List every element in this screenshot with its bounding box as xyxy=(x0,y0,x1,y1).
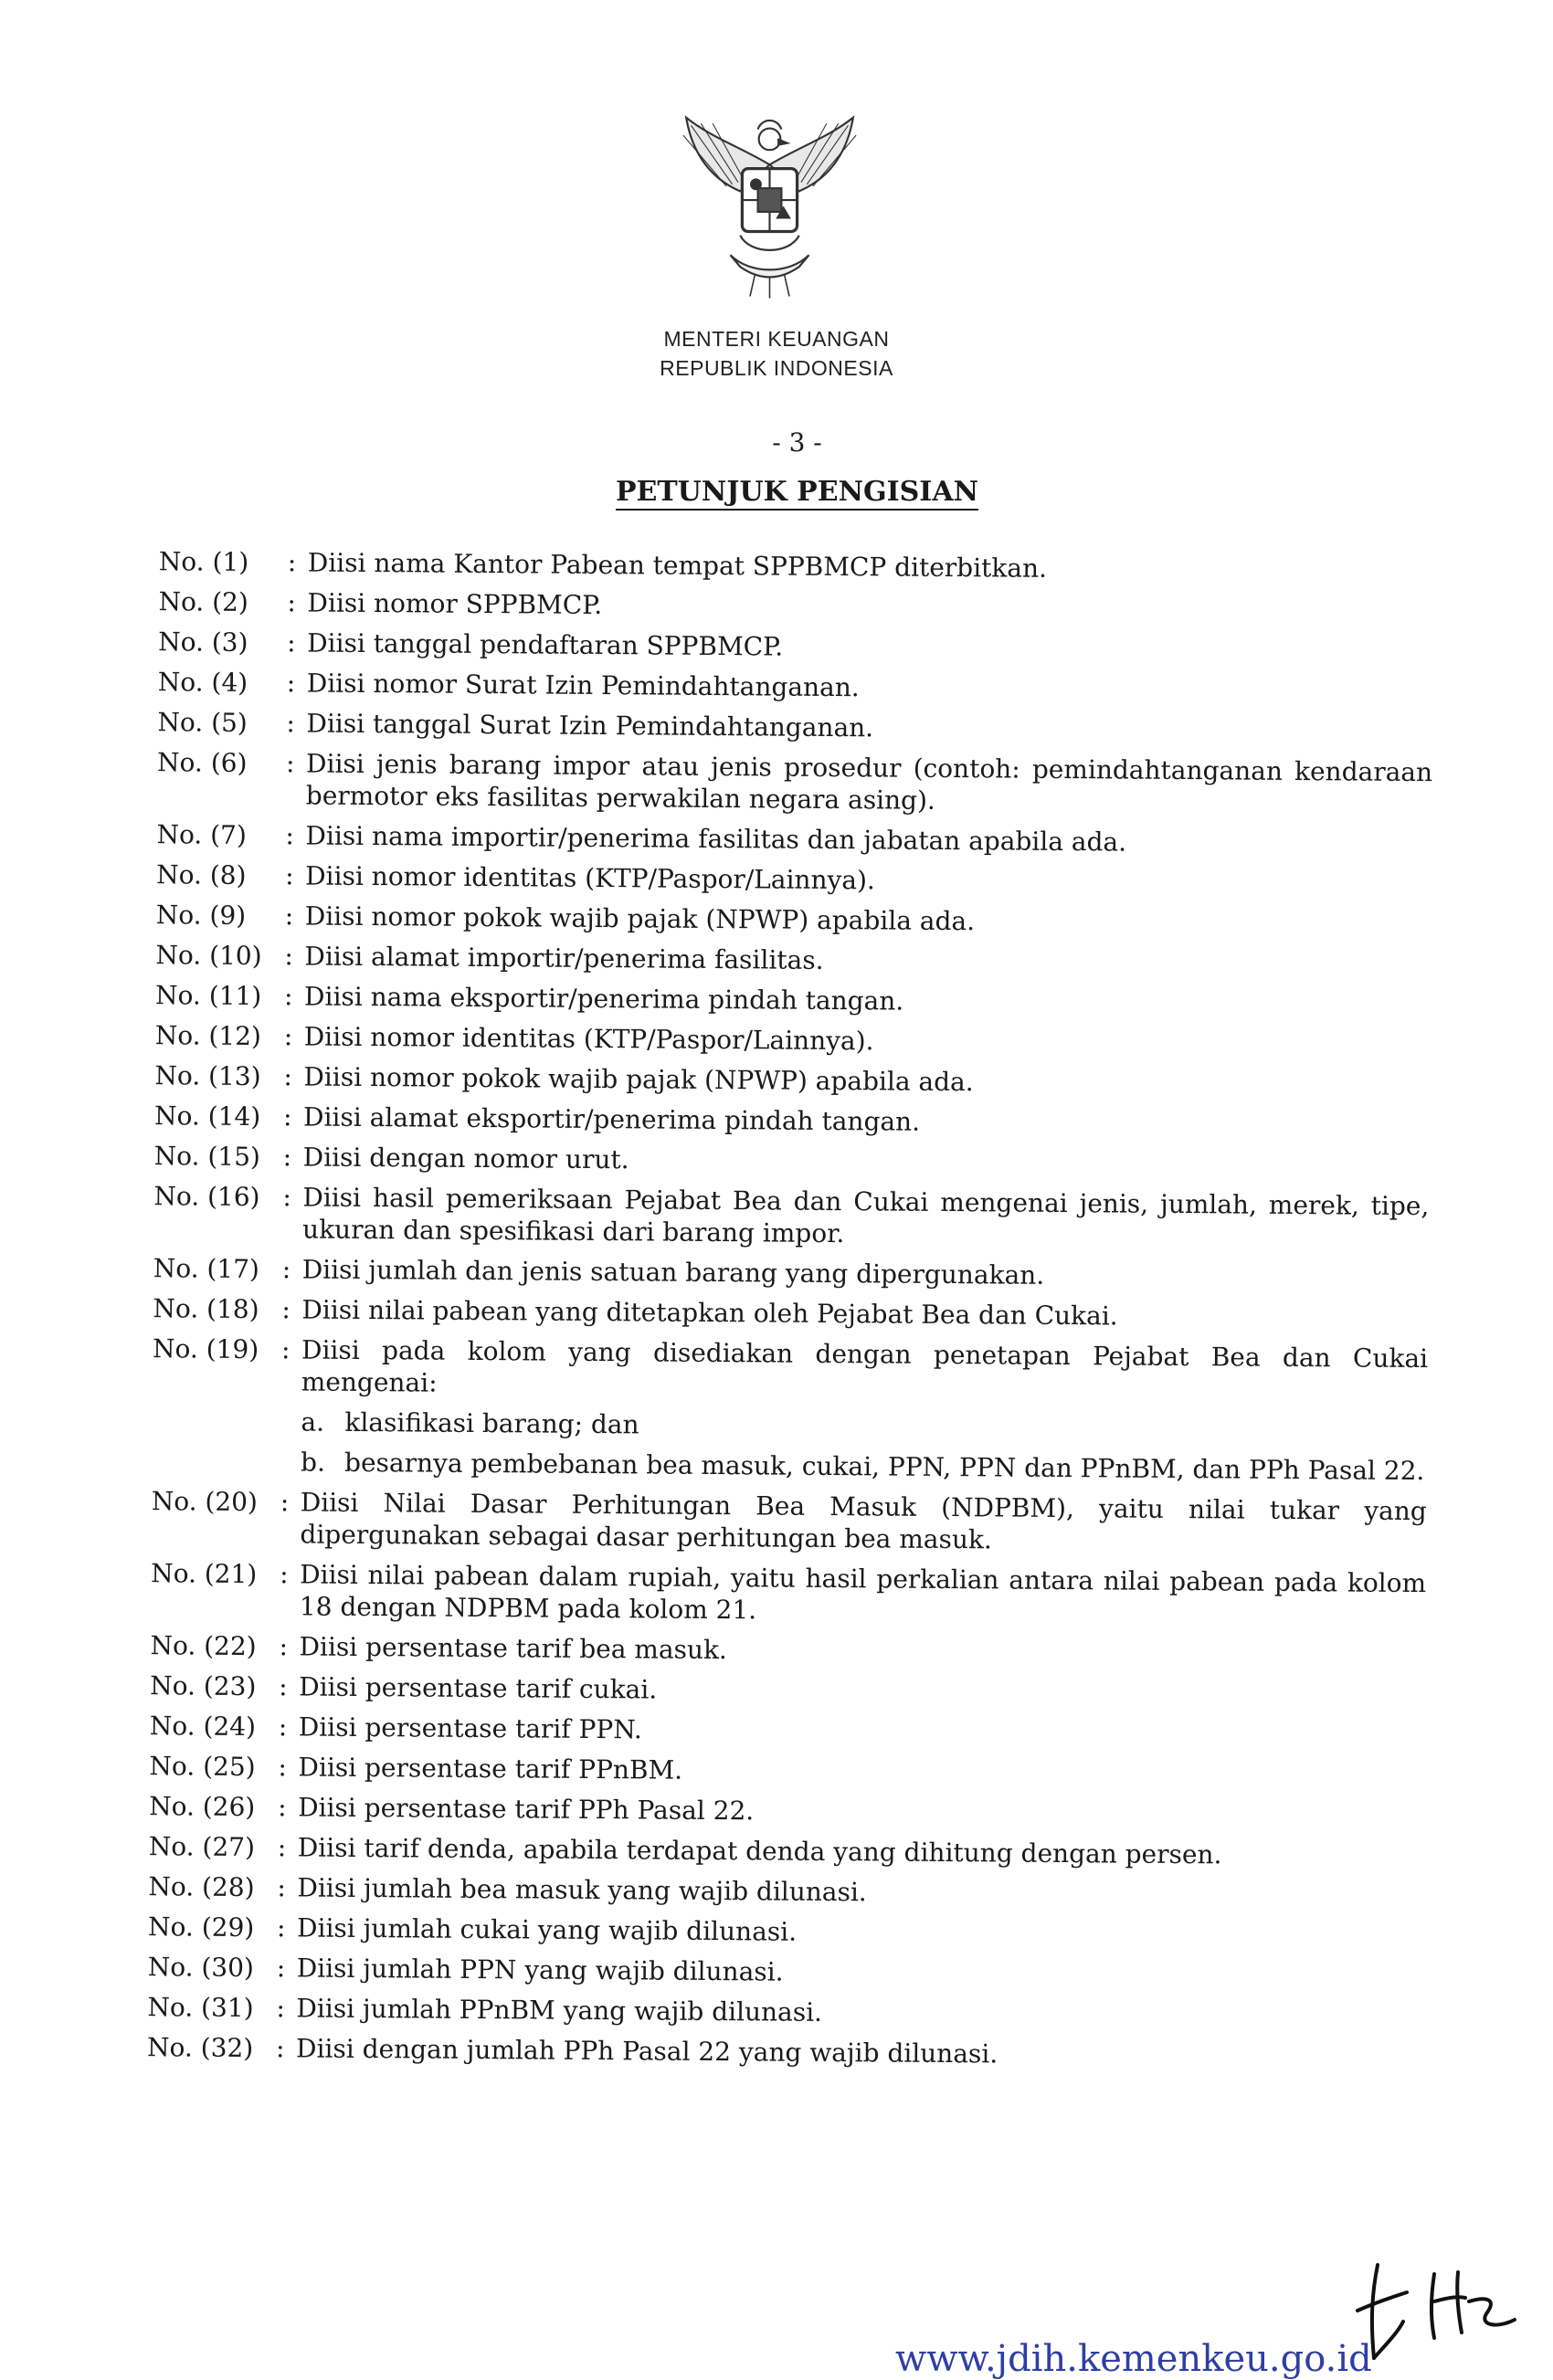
entry-separator: : xyxy=(287,547,297,578)
list-item xyxy=(128,1669,1425,1711)
entry-text: Diisi persentase tarif PPh Pasal 22. xyxy=(298,1792,755,1827)
entry-text: Diisi nilai pabean yang ditetapkan oleh Pejabat Bea dan Cukai. xyxy=(301,1294,1118,1332)
list-item xyxy=(135,746,1433,820)
entry-text: Diisi nomor SPPBMCP. xyxy=(307,587,603,621)
list-item xyxy=(127,1830,1424,1872)
entry-number: No. (14) xyxy=(153,1100,261,1132)
entry-number: No. (31) xyxy=(147,1992,254,2024)
list-item xyxy=(136,585,1433,627)
entry-body xyxy=(297,1871,1423,1912)
entry-body xyxy=(308,546,1434,587)
entry-number: No. (23) xyxy=(150,1670,257,1702)
entry-separator: : xyxy=(283,1061,293,1092)
entry-text: Diisi tanggal pendaftaran SPPBMCP. xyxy=(307,627,784,662)
list-item xyxy=(136,626,1433,668)
entry-number: No. (28) xyxy=(148,1871,255,1903)
entry-body xyxy=(301,1293,1428,1334)
entry-body xyxy=(299,1630,1425,1671)
entry-number: No. (26) xyxy=(149,1791,256,1823)
entry-text: Diisi nomor identitas (KTP/Paspor/Lainnya). xyxy=(303,1021,874,1057)
entry-separator: : xyxy=(284,941,294,972)
list-item xyxy=(130,1332,1428,1487)
entry-number: No. (24) xyxy=(149,1711,257,1743)
entry-body xyxy=(303,1100,1430,1142)
entry-separator: : xyxy=(285,820,295,851)
entry-number: No. (2) xyxy=(158,586,248,617)
list-item xyxy=(134,858,1432,900)
entry-number: No. (27) xyxy=(148,1831,256,1863)
entry-separator: : xyxy=(286,708,296,739)
page-number: - 3 - xyxy=(772,427,822,458)
entry-text: Diisi tarif denda, apabila terdapat denda yang dihitung dengan persen. xyxy=(297,1832,1222,1870)
entry-body xyxy=(307,627,1433,668)
entry-body xyxy=(304,1020,1431,1061)
entry-number: No. (21) xyxy=(151,1558,258,1590)
entry-separator: : xyxy=(280,1334,291,1365)
entry-body xyxy=(303,1060,1430,1101)
entry-separator: : xyxy=(278,1711,288,1743)
ministry-name: MENTERI KEUANGAN xyxy=(663,327,890,351)
instruction-list xyxy=(125,545,1434,2081)
entry-body xyxy=(296,2032,1422,2073)
list-item xyxy=(134,818,1432,860)
entry-text: Diisi nama Kantor Pabean tempat SPPBMCP diterbitkan. xyxy=(307,547,1048,584)
entry-separator: : xyxy=(287,587,297,618)
entry-body xyxy=(304,980,1431,1021)
entry-text: Diisi jumlah bea masuk yang wajib dilunasi. xyxy=(297,1872,867,1908)
entry-body xyxy=(298,1831,1424,1872)
sub-item-letter: b. xyxy=(300,1447,326,1478)
entry-body xyxy=(306,707,1432,748)
entry-body xyxy=(305,900,1432,941)
list-item xyxy=(125,2031,1422,2073)
entry-number: No. (7) xyxy=(156,819,247,850)
entry-body xyxy=(296,1992,1422,2033)
entry-separator: : xyxy=(281,1294,291,1325)
entry-separator: : xyxy=(276,1993,285,2024)
sub-item xyxy=(301,1446,1427,1487)
entry-body xyxy=(297,1911,1423,1953)
entry-text: Diisi nama importir/penerima fasilitas dan jabatan apabila ada. xyxy=(305,820,1127,858)
list-item xyxy=(126,1911,1423,1953)
entry-text: Diisi nilai pabean dalam rupiah, yaitu hasil perkalian antara nilai pabean pada kolom 18 dengan NDPBM pada kolom 21. xyxy=(299,1559,1427,1626)
entry-text: Diisi persentase tarif cukai. xyxy=(299,1671,658,1705)
entry-separator: : xyxy=(275,2033,285,2064)
entry-text: Diisi jumlah PPnBM yang wajib dilunasi. xyxy=(296,1993,823,2027)
entry-number: No. (15) xyxy=(153,1141,261,1173)
sub-item-letter: a. xyxy=(301,1406,325,1437)
entry-body xyxy=(297,1952,1423,1993)
entry-separator: : xyxy=(285,860,294,891)
entry-number: No. (9) xyxy=(155,900,247,931)
list-item xyxy=(126,1870,1423,1912)
entry-separator: : xyxy=(278,1752,288,1783)
list-item xyxy=(127,1790,1424,1832)
entry-text: Diisi tanggal Surat Izin Pemindahtanganan. xyxy=(306,708,874,743)
entry-separator: : xyxy=(280,1487,290,1518)
entry-number: No. (10) xyxy=(155,940,262,972)
entry-number: No. (3) xyxy=(158,627,248,658)
entry-text: Diisi nama eksportir/penerima pindah tangan. xyxy=(303,981,904,1016)
entry-number: No. (25) xyxy=(149,1751,256,1783)
entry-text: Diisi alamat eksportir/penerima pindah tangan. xyxy=(302,1101,921,1137)
entry-separator: : xyxy=(276,1912,286,1943)
entry-number: No. (5) xyxy=(157,707,248,738)
entry-text: Diisi dengan nomor urut. xyxy=(302,1142,629,1175)
entry-number: No. (30) xyxy=(147,1952,255,1984)
entry-number: No. (1) xyxy=(158,546,249,577)
entry-body xyxy=(307,586,1433,627)
entry-separator: : xyxy=(282,1142,292,1173)
page-title xyxy=(0,476,1553,508)
entry-body xyxy=(301,1333,1428,1487)
list-item xyxy=(128,1629,1425,1671)
entry-text: Diisi nomor pokok wajib pajak (NPWP) apabila ada. xyxy=(304,900,976,937)
entry-number: No. (32) xyxy=(146,2032,254,2064)
entry-body xyxy=(306,747,1433,820)
entry-body xyxy=(303,1141,1430,1182)
list-item xyxy=(126,1951,1423,1993)
list-item xyxy=(136,666,1433,708)
entry-text: Diisi alamat importir/penerima fasilitas. xyxy=(304,941,824,975)
entry-separator: : xyxy=(280,1559,289,1590)
list-item xyxy=(125,1991,1422,2033)
list-item xyxy=(132,1180,1430,1254)
entry-separator: : xyxy=(286,668,296,699)
entry-text: Diisi jumlah PPN yang wajib dilunasi. xyxy=(296,1953,784,1987)
entry-separator: : xyxy=(281,1254,291,1285)
entry-separator: : xyxy=(287,627,296,658)
entry-separator: : xyxy=(283,981,293,1012)
entry-separator: : xyxy=(279,1631,289,1662)
entry-separator: : xyxy=(282,1182,291,1213)
entry-separator: : xyxy=(276,1953,286,1984)
entry-text: Diisi nomor Surat Izin Pemindahtanganan. xyxy=(306,668,860,703)
entry-body xyxy=(300,1558,1427,1631)
entry-text: Diisi dengan jumlah PPh Pasal 22 yang wajib dilunasi. xyxy=(295,2033,998,2069)
garuda-emblem-icon xyxy=(671,108,868,304)
entry-separator: : xyxy=(278,1792,287,1823)
entry-text: Diisi persentase tarif bea masuk. xyxy=(299,1631,728,1666)
entry-text: Diisi pada kolom yang disediakan dengan penetapan Pejabat Bea dan Cukai mengenai: xyxy=(301,1334,1429,1398)
entry-number: No. (4) xyxy=(157,667,248,698)
entry-text: Diisi jumlah dan jenis satuan barang yang dipergunakan. xyxy=(301,1254,1045,1290)
entry-body xyxy=(302,1253,1429,1294)
entry-number: No. (17) xyxy=(153,1253,260,1285)
list-item xyxy=(132,1140,1430,1182)
sub-item-text: klasifikasi barang; dan xyxy=(344,1406,639,1440)
entry-body xyxy=(298,1751,1424,1792)
list-item xyxy=(128,1710,1425,1752)
list-item xyxy=(132,1252,1429,1294)
entry-number: No. (18) xyxy=(153,1293,259,1325)
entry-text: Diisi jenis barang impor atau jenis prosedur (contoh: pemindahtanganan kendaraan bermotor eks fasilitas perwakilan negara asing). xyxy=(305,748,1433,816)
entry-body xyxy=(305,859,1432,900)
entry-separator: : xyxy=(277,1832,287,1863)
list-item xyxy=(134,899,1432,941)
entry-separator: : xyxy=(284,900,294,932)
signature-mark-icon xyxy=(1350,2256,1524,2365)
entry-separator: : xyxy=(286,748,295,779)
entry-text: Diisi persentase tarif PPnBM. xyxy=(298,1752,683,1785)
entry-number: No. (13) xyxy=(154,1060,261,1092)
entry-number: No. (16) xyxy=(153,1181,260,1213)
entry-body xyxy=(302,1181,1430,1254)
sub-item-text: besarnya pembebanan bea masuk, cukai, PPN, PPN dan PPnBM, dan PPh Pasal 22. xyxy=(343,1447,1425,1487)
page-title-text: PETUNJUK PENGISIAN xyxy=(616,476,978,511)
entry-number: No. (8) xyxy=(156,859,247,890)
entry-number: No. (12) xyxy=(154,1020,262,1052)
entry-number: No. (22) xyxy=(150,1630,257,1662)
list-item xyxy=(133,1019,1431,1061)
footer-url-link[interactable]: www.jdih.kemenkeu.go.id xyxy=(895,2338,1372,2380)
entry-number: No. (20) xyxy=(151,1486,259,1518)
list-item xyxy=(137,545,1434,587)
entry-body xyxy=(300,1486,1427,1559)
entry-number: No. (6) xyxy=(157,747,248,778)
list-item xyxy=(133,979,1431,1021)
sub-item xyxy=(301,1406,1427,1447)
entry-number: No. (29) xyxy=(147,1911,255,1943)
entry-body xyxy=(299,1670,1425,1711)
list-item xyxy=(131,1292,1428,1334)
entry-separator: : xyxy=(279,1671,288,1702)
entry-text: Diisi persentase tarif PPN. xyxy=(298,1711,643,1745)
country-name: REPUBLIK INDONESIA xyxy=(660,356,893,380)
entry-text: Diisi nomor identitas (KTP/Paspor/Lainnya). xyxy=(305,860,876,896)
list-item xyxy=(129,1557,1427,1631)
entry-body xyxy=(298,1791,1424,1832)
list-item xyxy=(133,939,1431,981)
list-item xyxy=(135,706,1432,748)
entry-text: Diisi jumlah cukai yang wajib dilunasi. xyxy=(296,1912,798,1947)
entry-separator: : xyxy=(282,1101,292,1132)
entry-body xyxy=(307,667,1433,708)
entry-text: Diisi hasil pemeriksaan Pejabat Bea dan Cukai mengenai jenis, jumlah, merek, tipe, ukuran dan spesifikasi dari barang impor. xyxy=(301,1182,1430,1249)
list-item xyxy=(127,1750,1424,1792)
entry-text: Diisi Nilai Dasar Perhitungan Bea Masuk (NDPBM), yaitu nilai tukar yang dipergunakan sebagai dasar perhitungan bea masuk. xyxy=(300,1487,1427,1555)
entry-number: No. (19) xyxy=(152,1333,259,1365)
list-item xyxy=(129,1485,1427,1559)
entry-separator: : xyxy=(277,1872,287,1903)
list-item xyxy=(132,1059,1430,1101)
entry-body xyxy=(304,940,1431,981)
entry-body xyxy=(305,819,1432,860)
list-item xyxy=(132,1100,1430,1142)
entry-body xyxy=(299,1711,1425,1752)
entry-number: No. (11) xyxy=(155,980,262,1012)
entry-text: Diisi nomor pokok wajib pajak (NPWP) apabila ada. xyxy=(303,1061,974,1098)
entry-separator: : xyxy=(283,1021,293,1052)
